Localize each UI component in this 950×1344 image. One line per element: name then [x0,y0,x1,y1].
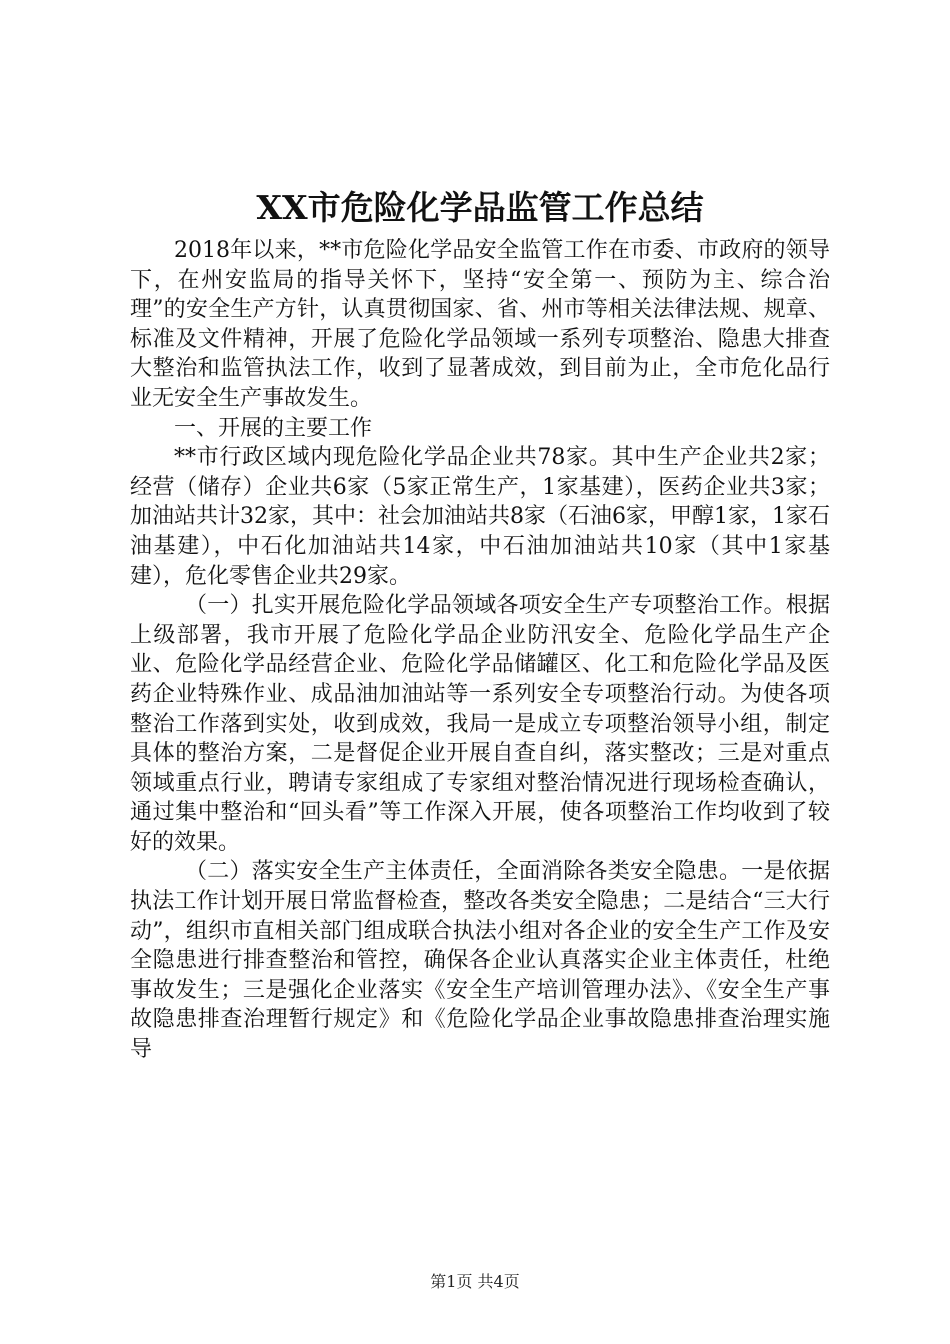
paragraph-intro: 2018年以来，**市危险化学品安全监管工作在市委、市政府的领导下，在州安监局的指导关怀下，坚持“安全第一、预防为主、综合治理”的安全生产方针，认真贯彻国家、省、州市等相关法律法规、规章、标准及文件精神，开展了危险化学品领域一系列专项整治、隐患大排查大整治和监管执法工作，收到了显著成效，到目前为止，全市危化品行业无安全生产事故发生。 [130,238,830,411]
paragraph-enterprise-count: **市行政区域内现危险化学品企业共78家。其中生产企业共2家；经营（储存）企业共6家（5家正常生产，1家基建），医药企业共3家；加油站共计32家，其中：社会加油站共8家（石油6家，甲醇1家，1家石油基建），中石化加油站共14家，中石油加油站共10家（其中1家基建），危化零售企业共29家。 [130,445,830,589]
document-body [130,236,830,1065]
section-heading-main-work: 一、开展的主要工作 [174,415,373,441]
document-title: XX市危险化学品监管工作总结 [256,188,704,227]
paragraph-main-responsibility: （二）落实安全生产主体责任，全面消除各类安全隐患。一是依据执法工作计划开展日常监督检查，整改各类安全隐患；二是结合“三大行动”，组织市直相关部门组成联合执法小组对各企业的安全生产工作及安全隐患进行排查整治和管控，确保各企业认真落实企业主体责任，杜绝事故发生；三是强化企业落实《安全生产培训管理办法》、《安全生产事故隐患排查治理暂行规定》和《危险化学品企业事故隐患排查治理实施导 [130,859,830,1063]
paragraph-special-rectification: （一）扎实开展危险化学品领域各项安全生产专项整治工作。根据上级部署，我市开展了危险化学品企业防汛安全、危险化学品生产企业、危险化学品经营企业、危险化学品储罐区、化工和危险化学品及医药企业特殊作业、成品油加油站等一系列安全专项整治行动。为使各项整治工作落到实处，收到成效，我局一是成立专项整治领导小组，制定具体的整治方案，二是督促企业开展自查自纠，落实整改；三是对重点领域重点行业，聘请专家组成了专家组对整治情况进行现场检查确认，通过集中整治和“回头看”等工作深入开展，使各项整治工作均收到了较好的效果。 [130,593,830,855]
page-number-footer: 第1页 共4页 [430,1272,520,1291]
